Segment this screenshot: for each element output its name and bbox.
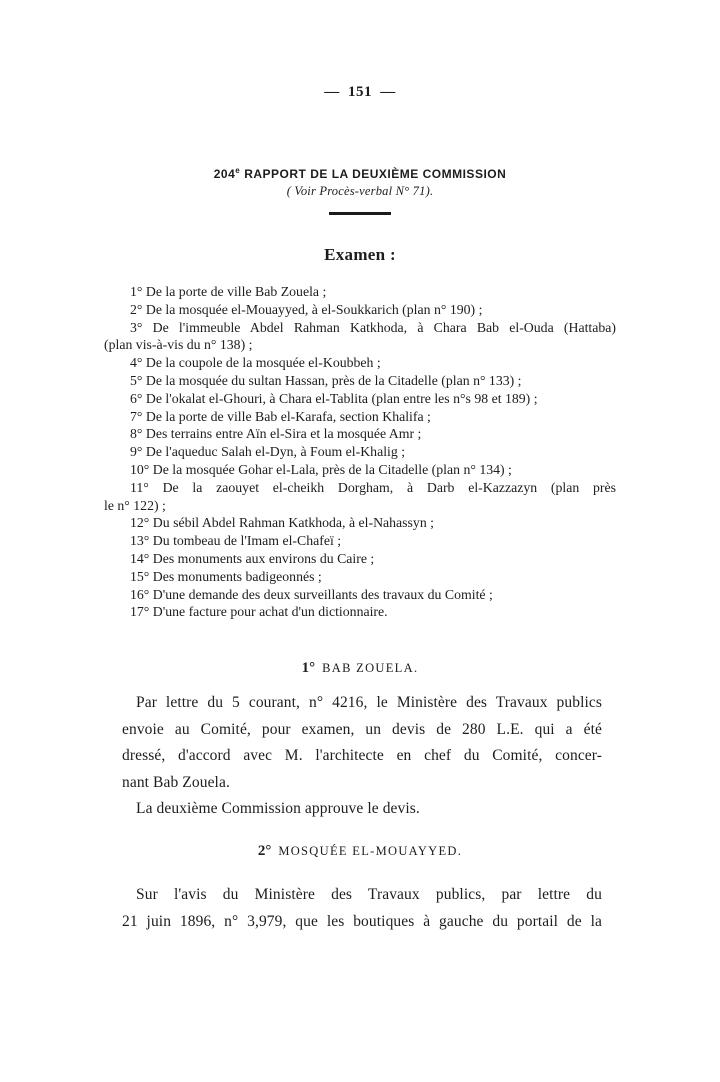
list-item-line: 15° Des monuments badigeonnés ; — [130, 568, 322, 584]
list-item — [104, 550, 616, 568]
list-item — [104, 461, 616, 479]
section-title: BAB ZOUELA. — [322, 661, 419, 675]
section-number: 1° — [301, 660, 316, 676]
examen-heading: Examen : — [324, 245, 396, 264]
divider-rule — [329, 212, 391, 215]
paragraph-line: La deuxième Commission approuve le devis. — [136, 800, 420, 817]
list-item-line: 6° De l'okalat el-Ghouri, à Chara el-Tablita (plan entre les n°s 98 et 189) ; — [130, 390, 538, 406]
list-item-line: 7° De la porte de ville Bab el-Karafa, section Khalifa ; — [130, 408, 431, 424]
list-item-line: 2° De la mosquée el-Mouayyed, à el-Soukkarich (plan n° 190) ; — [130, 301, 483, 317]
list-item — [104, 372, 616, 390]
report-subtitle: ( Voir Procès-verbal N° 71). — [286, 184, 434, 198]
list-item — [104, 425, 616, 443]
list-item-line: 17° D'une facture pour achat d'un dictionnaire. — [130, 604, 388, 620]
section-title: MOSQUÉE EL-MOUAYYED. — [278, 844, 463, 858]
paragraph-line: nant Bab Zouela. — [122, 773, 230, 791]
section-heading-mosquee-el-mouayyed — [0, 842, 720, 860]
examen-list — [104, 283, 616, 621]
list-item — [104, 479, 616, 515]
paragraph-line: dressé, d'accord avec M. l'architecte en chef du Comité, concer- — [122, 747, 602, 764]
list-item — [104, 283, 616, 301]
list-item-line: (plan vis-à-vis du n° 138) ; — [104, 337, 253, 353]
page-number: — 151 — — [324, 84, 396, 100]
list-item — [104, 443, 616, 461]
paragraph-line: Par lettre du 5 courant, n° 4216, le Ministère des Travaux publics — [136, 694, 602, 711]
list-item-line: 4° De la coupole de la mosquée el-Koubbeh ; — [130, 355, 381, 371]
list-item-line: 8° Des terrains entre Aïn el-Sira et la mosquée Amr ; — [130, 426, 422, 442]
list-item-line: 12° Du sébil Abdel Rahman Katkhoda, à el-Nahassyn ; — [130, 515, 435, 531]
list-item-line: 3° De l'immeuble Abdel Rahman Katkhoda, à Chara Bab el-Ouda (Hattaba) — [130, 319, 616, 335]
section-body-bab-zouela — [122, 690, 602, 823]
list-item — [104, 354, 616, 372]
list-item — [104, 408, 616, 426]
section-number: 2° — [257, 843, 272, 859]
list-item-line: 16° D'une demande des deux surveillants des travaux du Comité ; — [130, 586, 493, 602]
section-heading-bab-zouela — [0, 659, 720, 677]
list-item — [104, 390, 616, 408]
list-item — [104, 586, 616, 604]
list-item-line: 9° De l'aqueduc Salah el-Dyn, à Foum el-Khalig ; — [130, 444, 406, 460]
report-title-number: 204 — [213, 167, 236, 181]
section-body-mosquee-el-mouayyed — [122, 882, 602, 935]
list-item-line: 5° De la mosquée du sultan Hassan, près de la Citadelle (plan n° 133) ; — [130, 372, 522, 388]
list-item — [104, 532, 616, 550]
report-title-text: RAPPORT DE LA DEUXIÈME COMMISSION — [244, 167, 507, 181]
report-title — [0, 166, 720, 181]
list-item-line: 11° De la zaouyet el-cheikh Dorgham, à Darb el-Kazzazyn (plan près — [130, 479, 616, 495]
list-item — [104, 568, 616, 586]
list-item — [104, 514, 616, 532]
list-item — [104, 319, 616, 355]
list-item — [104, 603, 616, 621]
paragraph-line: envoie au Comité, pour examen, un devis de 280 L.E. qui a été — [122, 720, 602, 738]
report-title-ordinal: e — [235, 166, 241, 175]
paragraph-line: Sur l'avis du Ministère des Travaux publics, par lettre du — [136, 886, 602, 903]
list-item — [104, 301, 616, 319]
list-item-line: 14° Des monuments aux environs du Caire ; — [130, 550, 375, 566]
list-item-line: 13° Du tombeau de l'Imam el-Chafeï ; — [130, 533, 342, 549]
list-item-line: 1° De la porte de ville Bab Zouela ; — [130, 284, 327, 299]
list-item-line: 10° De la mosquée Gohar el-Lala, près de la Citadelle (plan n° 134) ; — [130, 461, 512, 477]
list-item-line: le n° 122) ; — [104, 497, 166, 513]
paragraph-line: 21 juin 1896, n° 3,979, que les boutiques à gauche du portail de la — [122, 912, 602, 930]
